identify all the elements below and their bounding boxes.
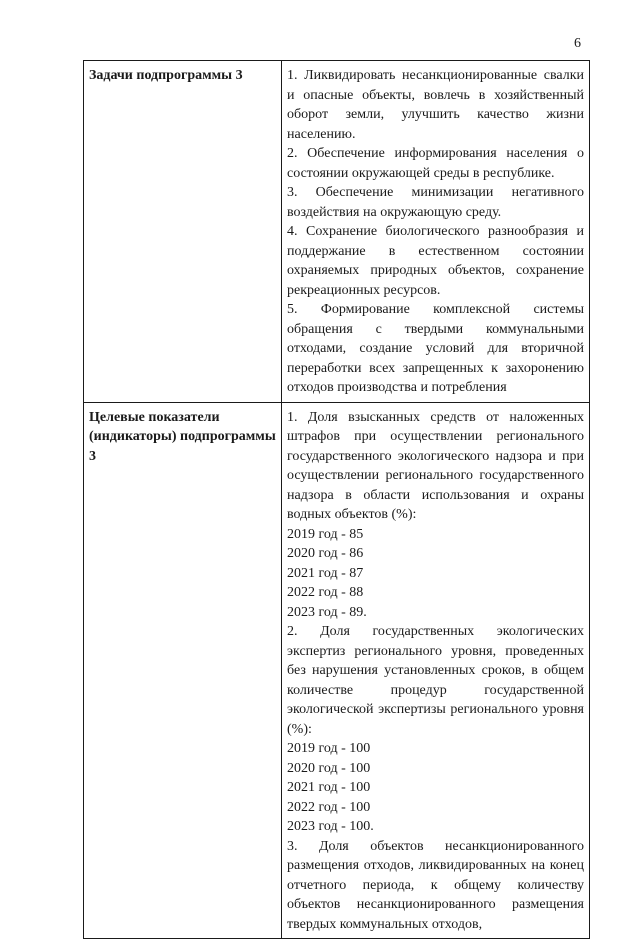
indicator-1-year-2020: 2020 год - 86 xyxy=(287,546,364,561)
row-value-indicators xyxy=(282,402,590,939)
indicator-2-year-2023: 2023 год - 100. xyxy=(287,819,374,834)
page-number: 6 xyxy=(574,36,581,51)
subprogram-passport-table xyxy=(83,60,590,939)
row-value-tasks xyxy=(282,61,590,403)
indicator-2-year-2020: 2020 год - 100 xyxy=(287,760,371,776)
indicator-1-year-2021: 2021 год - 87 xyxy=(287,565,364,581)
indicator-1-year-2022: 2022 год - 88 xyxy=(287,585,364,600)
row-label-tasks: Задачи подпрограммы 3 xyxy=(84,61,282,403)
row-label-indicators: Целевые показатели (индикаторы) подпрограммы 3 xyxy=(84,402,282,939)
table-row xyxy=(84,402,590,939)
table-row xyxy=(84,61,590,403)
indicator-3-text: 3. Доля объектов несанкционированного размещения отходов, ликвидированных на конец отчетного периода, к общему количеству объектов несанкционированного размещения твердых коммунальных отходов, xyxy=(287,838,584,932)
indicator-1-year-2023: 2023 год - 89. xyxy=(287,604,367,620)
task-item-5: 5. Формирование комплексной системы обращения с твердыми коммунальными отходами, создание условий для вторичной переработки всех запрещенных к захоронению отходов производства и потребления xyxy=(287,302,584,395)
task-item-2: 2. Обеспечение информирования населения о состоянии окружающей среды в республике. xyxy=(287,146,584,181)
task-item-1: 1. Ликвидировать несанкционированные свалки и опасные объекты, вовлечь в хозяйственный оборот земли, улучшить качество жизни населению. xyxy=(287,68,584,142)
indicator-2-year-2022: 2022 год - 100 xyxy=(287,799,371,815)
indicator-2-year-2021: 2021 год - 100 xyxy=(287,780,371,795)
indicator-2-text: 2. Доля государственных экологических экспертиз регионального уровня, проведенных без нарушения установленных сроков, в общем количестве процедур государственной экологической экспертизы регионального уровня (%): xyxy=(287,624,584,737)
task-item-4: 4. Сохранение биологического разнообразия и поддержание в естественном состоянии охраняемых природных объектов, сохранение рекреационных ресурсов. xyxy=(287,224,584,298)
indicator-2-year-2019: 2019 год - 100 xyxy=(287,741,371,756)
indicator-1-year-2019: 2019 год - 85 xyxy=(287,526,364,542)
indicator-1-text: 1. Доля взысканных средств от наложенных штрафов при осуществлении регионального государственного экологического надзора и при осуществлении регионального государственного надзора в области использования и охраны водных объектов (%): xyxy=(287,409,584,522)
task-item-3: 3. Обеспечение минимизации негативного воздействия на окружающую среду. xyxy=(287,185,584,220)
